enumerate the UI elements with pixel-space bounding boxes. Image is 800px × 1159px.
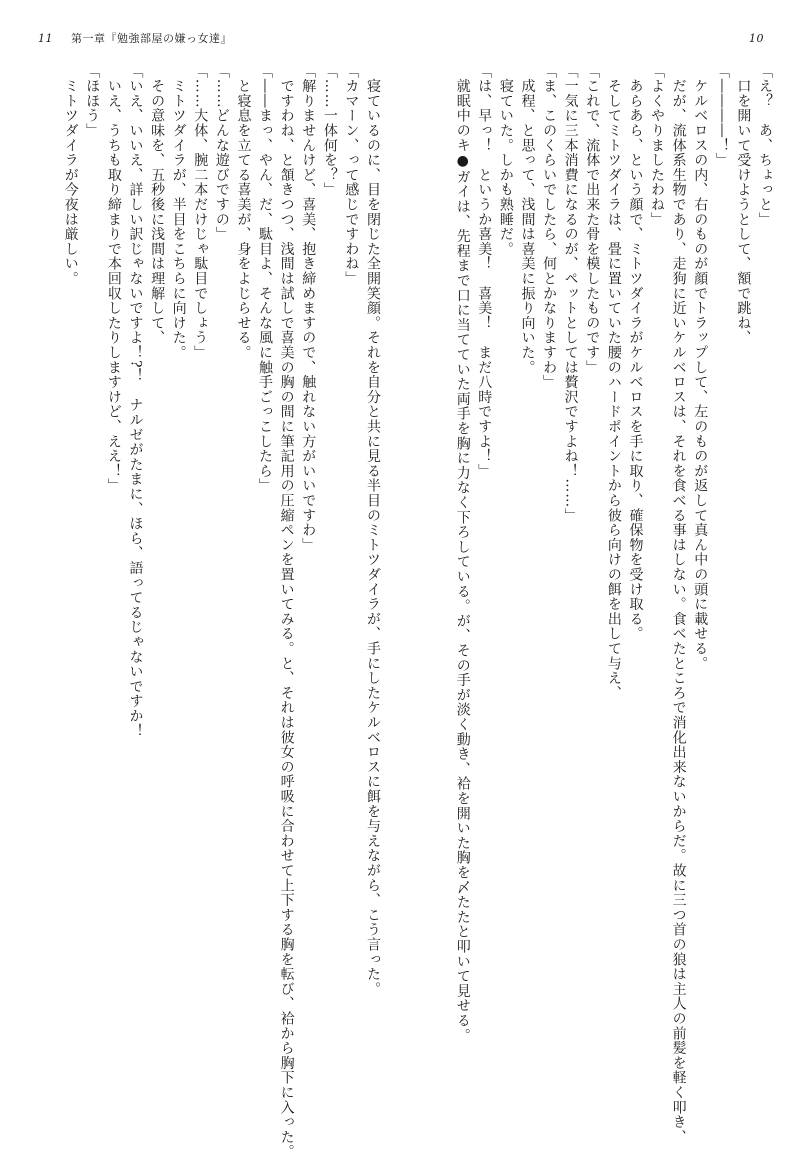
text-line: 寝ていた。しかも熟睡だ。 [497, 64, 514, 257]
left-page-header [38, 32, 232, 46]
text-line: 成程、と思って、浅間は喜美に振り向いた。 [519, 64, 536, 375]
text-line: だが、流体系生物であり、走狗に近いケルベロスは、それを食べる事はしない。食べたところで消化出来ないからだ。故に三つ首の狼は主人の前髪を軽く叩き、 [670, 64, 687, 1145]
left-page-text [28, 64, 383, 1159]
text-line: その意味を、五秒後に浅間は理解して、 [149, 64, 166, 346]
text-line: 「――まっ、やん、だ、駄目よ、そんな風に触手ごっこしたら」 [257, 64, 274, 494]
right-page [420, 64, 775, 1145]
text-line: 「……大体、腕二本だけじゃ駄目でしょう」 [192, 64, 209, 360]
text-line: 「……どんな遊びですの」 [213, 64, 230, 242]
text-line: 寝ているのに、目を閉じた全開笑顔。それを自分と共に見る半目のミトツダイラが、手にしたケルベロスに餌を与えながら、こう言った。 [365, 64, 381, 997]
left-page-number: 11 [38, 32, 53, 45]
text-line: ミトツダイラが、半目をこちらに向けた。 [170, 64, 187, 360]
text-line: 「解りませんけど、喜美、抱き締めますので、触れない方がいいですわ」 [300, 64, 317, 553]
right-page-text [420, 64, 775, 1145]
text-line: 就眠中のキ●ガイは、先程まで口に当てていた両手を胸に力なく下ろしている。が、その手が淡く動き、袷を開いた胸を〆たたと叩いて見せる。 [454, 64, 471, 1043]
text-line: そしてミトツダイラは、畳に置いていた腰のハードポイントから彼ら向けの餌を出して与え、 [605, 64, 622, 701]
text-line: いえ、うちも取り締まりで本回収したりしますけど、ええ！」 [105, 64, 122, 494]
right-page-number: 10 [749, 32, 764, 45]
text-line: 「――――！」 [713, 64, 730, 168]
text-line: ミトツダイラが今夜は厳しい。 [62, 64, 79, 286]
right-page-header [749, 32, 764, 46]
text-line: 「……一体何を？」 [321, 64, 338, 198]
text-line: 口を開いて受けようとして、額で跳ね、 [735, 64, 752, 346]
text-line: 「は、早っ！ というか喜美！ 喜美！ まだ八時ですよ！」 [476, 64, 493, 479]
text-line: 「一気に三本消費になるのが、ペットとしては贅沢ですよね！……」 [562, 64, 579, 523]
text-line: 「これで、流体で出来た骨を模したものです」 [584, 64, 601, 375]
text-line: 「え？ あ、ちょっと」 [757, 64, 773, 227]
text-line: ですわね、と頷きつつ、浅間は試しで喜美の胸の間に筆記用の圧縮ペンを置いてみる。と、それは彼女の呼吸に合わせて上下する胸を転び、袷から胸下に入った。 [278, 64, 295, 1159]
text-line: 「カマーン、って感じですわね」 [343, 64, 360, 286]
text-line: 「よくやりましたわね」 [649, 64, 666, 227]
text-line: と寝息を立てる喜美が、身をよじらせる。 [235, 64, 252, 360]
left-page [28, 64, 383, 1159]
text-line: ケルベロスの内、右のものが顔でトラップして、左のものが返して真ん中の頭に載せる。 [692, 64, 709, 671]
text-line: 「ま、このくらいでしたら、何とかなりますわ」 [541, 64, 558, 390]
text-line: 「いえ、いいえ、詳しい訳じゃないですよ！?！ ナルゼがたまに、ほら、語ってるじゃないですか！ [127, 64, 144, 739]
chapter-title: 第一章『勉強部屋の嫌っ女達』 [71, 32, 232, 45]
text-line: 「ほほう」 [84, 64, 101, 138]
text-line: あらあら、という顔で、ミトツダイラがケルベロスを手に取り、確保物を受け取る。 [627, 64, 644, 642]
